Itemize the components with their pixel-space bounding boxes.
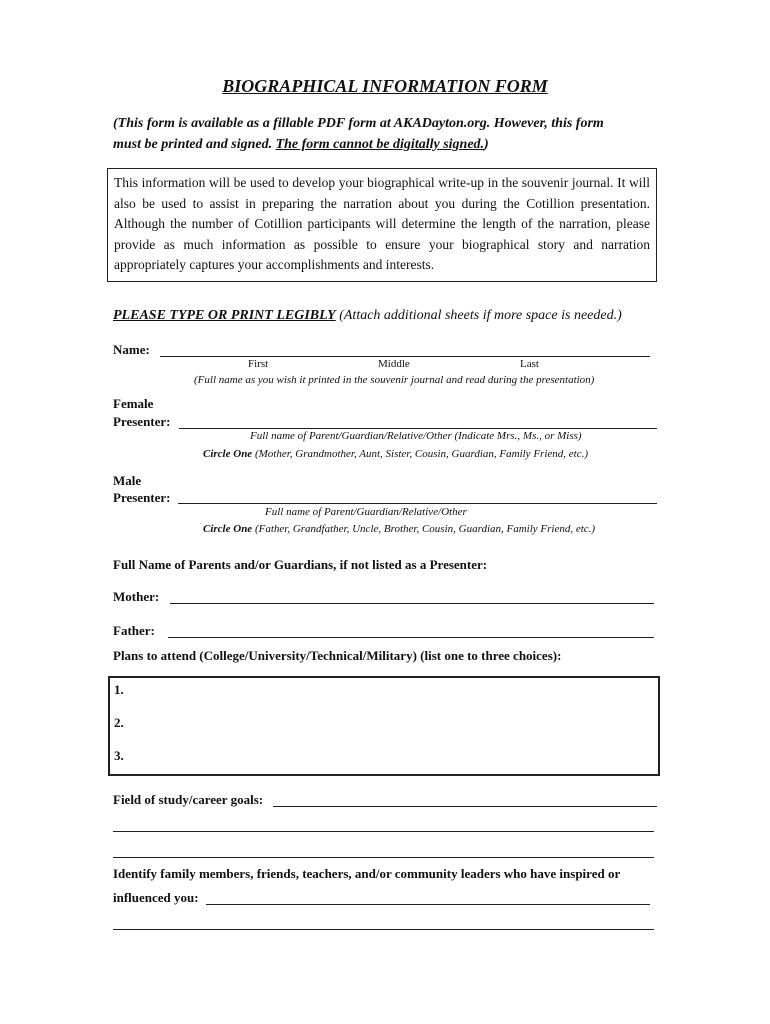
male-circle-options: (Father, Grandfather, Uncle, Brother, Cousin, Guardian, Family Friend, etc.) [252, 523, 596, 535]
identify-heading: Identify family members, friends, teachers, and/or community leaders who have inspired or [113, 866, 621, 881]
male-circle-note [203, 523, 595, 535]
info-box [107, 168, 657, 282]
info-text: This information will be used to develop your biographical write-up in the souvenir journal. It will also be used to assist in preparing the narration about you during the Cotillion presentation. Although the number of Cotillion participants will determine the length of the narration, please provide as much information as possible to ensure your biographical story and narration appropriately captures your accomplishments and interests. [114, 175, 650, 273]
father-field[interactable] [168, 637, 654, 638]
influenced-field[interactable] [206, 904, 650, 905]
intro-text: must be printed and signed. [113, 137, 276, 152]
plans-heading: Plans to attend (College/University/Technical/Military) (list one to three choices): [113, 648, 562, 663]
influenced-label: influenced you: [113, 890, 199, 905]
intro-line-2 [113, 137, 673, 153]
plans-box [108, 676, 660, 776]
male-presenter-label: Presenter: [113, 490, 171, 505]
attach-sheets-note: (Attach additional sheets if more space is needed.) [335, 308, 622, 323]
influenced-line-2[interactable] [113, 929, 654, 930]
last-caption: Last [520, 358, 539, 370]
female-circle-label: Circle One [203, 448, 253, 460]
intro-line-1: (This form is available as a fillable PDF form at AKADayton.org. However, this form [113, 116, 604, 131]
name-label: Name: [113, 342, 150, 357]
form-title: BIOGRAPHICAL INFORMATION FORM [222, 76, 548, 96]
female-presenter-field[interactable] [179, 428, 657, 429]
parents-heading: Full Name of Parents and/or Guardians, if not listed as a Presenter: [113, 557, 488, 572]
male-presenter-note: Full name of Parent/Guardian/Relative/Other [265, 506, 467, 518]
print-instruction [113, 306, 673, 324]
first-caption: First [248, 358, 269, 370]
field-of-study-line-3[interactable] [113, 857, 654, 858]
male-label: Male [113, 473, 142, 488]
father-label: Father: [113, 623, 155, 638]
female-label: Female [113, 396, 154, 411]
field-of-study-label: Field of study/career goals: [113, 792, 264, 807]
name-field[interactable] [160, 356, 650, 357]
female-presenter-note: Full name of Parent/Guardian/Relative/Other (Indicate Mrs., Ms., or Miss) [250, 430, 582, 442]
plan-item-1[interactable]: 1. [114, 682, 124, 697]
digital-sign-note: The form cannot be digitally signed. [275, 137, 485, 152]
female-presenter-label: Presenter: [113, 414, 171, 429]
male-circle-label: Circle One [203, 523, 253, 535]
intro-close: ) [484, 137, 489, 152]
plan-item-3[interactable]: 3. [114, 748, 124, 763]
print-legibly-label: PLEASE TYPE OR PRINT LEGIBLY [113, 308, 336, 323]
male-presenter-field[interactable] [178, 503, 657, 504]
plan-item-2[interactable]: 2. [114, 715, 124, 730]
middle-caption: Middle [378, 358, 410, 370]
field-of-study-field[interactable] [273, 806, 657, 807]
female-circle-options: (Mother, Grandmother, Aunt, Sister, Cousin, Guardian, Family Friend, etc.) [252, 448, 588, 460]
field-of-study-line-2[interactable] [113, 831, 654, 832]
mother-field[interactable] [170, 603, 654, 604]
mother-label: Mother: [113, 589, 160, 604]
name-note: (Full name as you wish it printed in the souvenir journal and read during the presentation) [194, 374, 595, 386]
female-circle-note [203, 448, 588, 460]
